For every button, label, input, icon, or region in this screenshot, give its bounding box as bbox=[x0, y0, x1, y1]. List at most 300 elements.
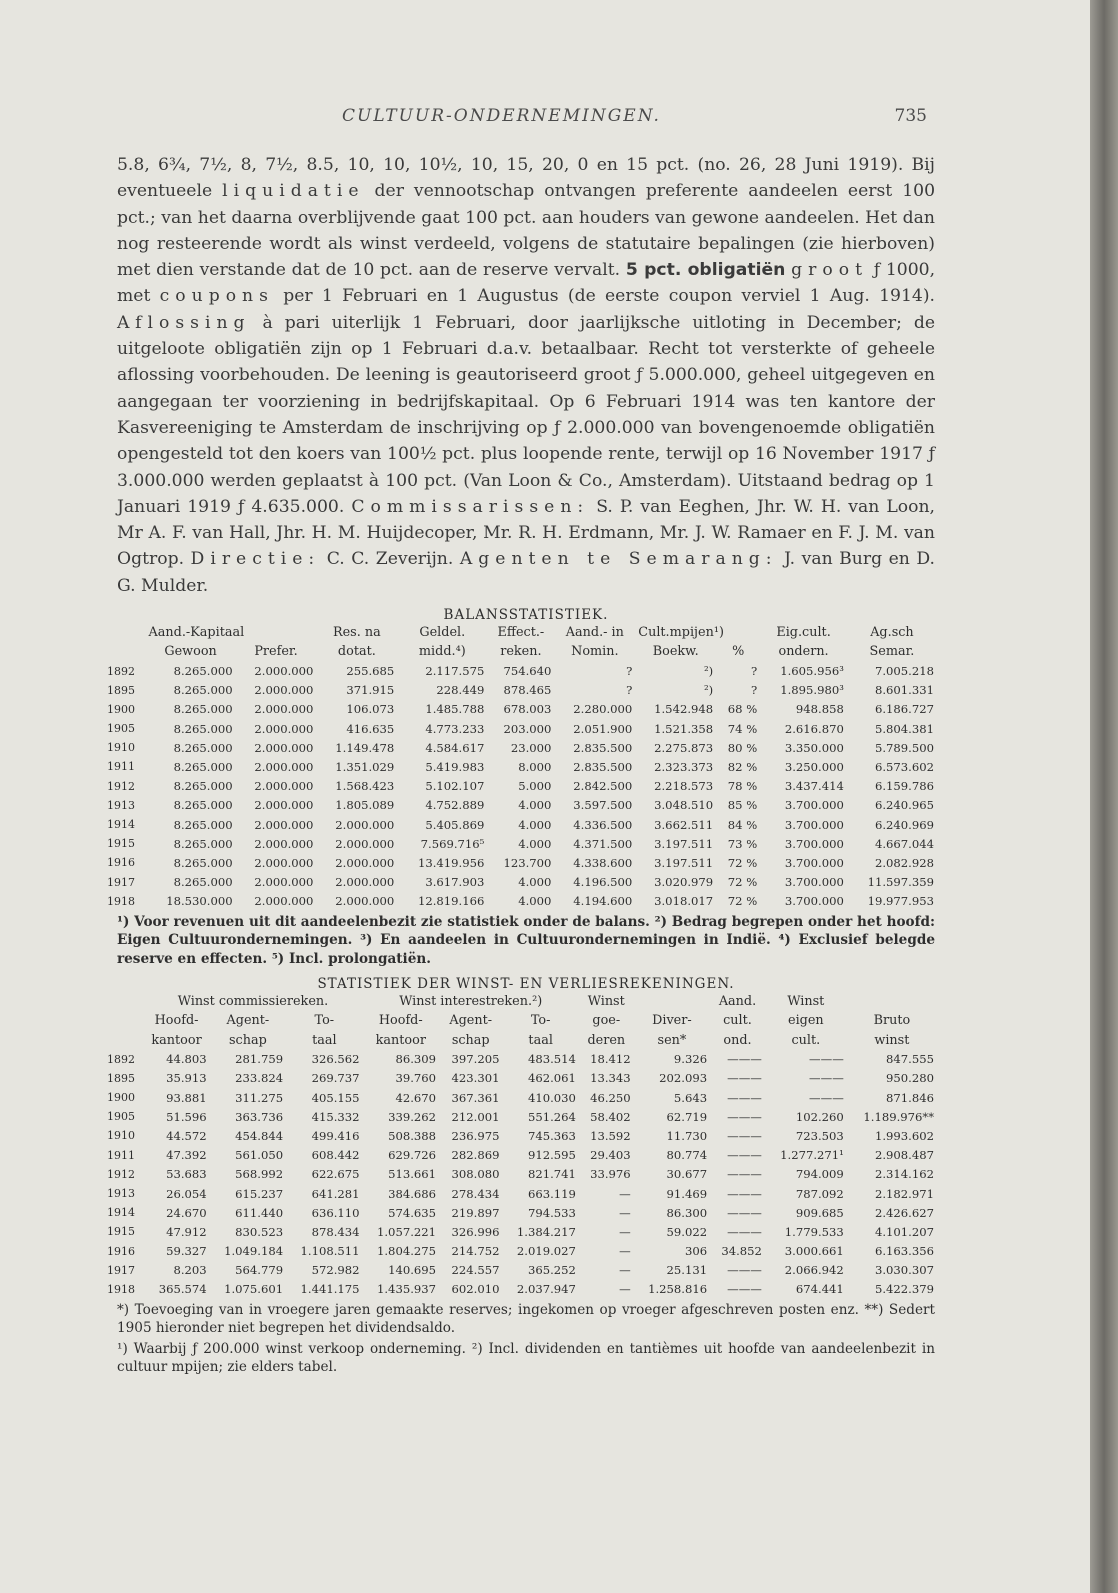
table-cell: 454.844 bbox=[235, 1128, 284, 1143]
year-cell: 1912 bbox=[107, 1167, 135, 1181]
dividend-text: 5.8, 6¾, 7½, 8, 7½, 8.5, 10, 10, 10½, 10, 15, 20, 0 en 15 pct. (no. 26, 28 Juni 1919). Bij eventueele bbox=[117, 155, 935, 202]
table-cell: ——— bbox=[809, 1090, 844, 1105]
table-cell: 91.469 bbox=[666, 1186, 708, 1201]
commissarissen-heading: Commissarissen: bbox=[351, 496, 590, 517]
table-cell: 51.596 bbox=[166, 1109, 207, 1124]
table-cell: ——— bbox=[809, 1071, 844, 1086]
table-cell: 410.030 bbox=[527, 1090, 576, 1105]
table-cell: 82 % bbox=[727, 759, 758, 774]
table-cell: 73 % bbox=[727, 836, 758, 851]
table-cell: 86.309 bbox=[395, 1052, 437, 1067]
header-cell: Bruto bbox=[873, 1013, 911, 1029]
year-cell: 1900 bbox=[107, 702, 135, 716]
winst-header-row-2 bbox=[107, 1030, 937, 1049]
table-cell: 2.082.928 bbox=[874, 855, 934, 870]
table-cell: 236.975 bbox=[451, 1128, 500, 1143]
table-cell: 3.617.903 bbox=[425, 875, 485, 890]
header-cell: Eig.cult. bbox=[776, 625, 831, 641]
table-cell: 5.804.381 bbox=[874, 721, 934, 736]
table-cell: 2.275.873 bbox=[654, 740, 714, 755]
table-cell: 794.533 bbox=[527, 1205, 576, 1220]
table-cell: 24.670 bbox=[166, 1205, 207, 1220]
header-cell: To- bbox=[530, 1013, 551, 1029]
table-cell: 219.897 bbox=[451, 1205, 500, 1220]
table-cell: 416.635 bbox=[346, 721, 395, 736]
table-cell: 371.915 bbox=[346, 683, 395, 698]
table-cell: ——— bbox=[727, 1128, 762, 1143]
table-cell: 2.000.000 bbox=[254, 702, 314, 717]
table-cell: ? bbox=[751, 683, 758, 698]
table-cell: 12.819.166 bbox=[417, 894, 485, 909]
table-cell: 551.264 bbox=[527, 1109, 576, 1124]
table-cell: 2.908.487 bbox=[874, 1148, 934, 1163]
table-cell: 282.869 bbox=[451, 1148, 500, 1163]
table-cell: 8.000 bbox=[518, 759, 552, 774]
table-cell: 214.752 bbox=[451, 1244, 500, 1259]
table-cell: 78 % bbox=[727, 779, 758, 794]
table-cell: 53.683 bbox=[166, 1167, 207, 1182]
table-cell: 2.323.373 bbox=[654, 759, 714, 774]
header-cell: taal bbox=[528, 1032, 553, 1048]
table-cell: 821.741 bbox=[527, 1167, 576, 1182]
header-cell: Aand.- in bbox=[565, 625, 624, 641]
table-cell: 8.203 bbox=[173, 1263, 207, 1278]
table-cell: 306 bbox=[684, 1244, 708, 1259]
table-cell: 405.155 bbox=[311, 1090, 360, 1105]
table-cell: 2.037.947 bbox=[516, 1282, 576, 1297]
profit-loss-table bbox=[107, 992, 937, 1299]
header-cell: kantoor bbox=[151, 1032, 202, 1048]
table-cell: 8.265.000 bbox=[173, 740, 233, 755]
table-row bbox=[107, 815, 937, 834]
table-cell: 636.110 bbox=[311, 1205, 360, 1220]
table-cell: 13.419.956 bbox=[417, 855, 485, 870]
year-cell: 1913 bbox=[107, 798, 135, 812]
table-cell: 1.441.175 bbox=[300, 1282, 360, 1297]
table-cell: 85 % bbox=[727, 798, 758, 813]
table-cell: 1.435.937 bbox=[377, 1282, 437, 1297]
table-cell: 1.384.217 bbox=[516, 1224, 576, 1239]
table-cell: 4.773.233 bbox=[425, 721, 485, 736]
profit-loss-title: STATISTIEK DER WINST- EN VERLIESREKENINGEN. bbox=[317, 976, 735, 993]
profit-loss-footnote-1: *) Toevoeging van in vroegere jaren gemaakte reserves; ingekomen op vroeger afgeschreven posten enz. **) Sedert 1905 hieronder niet begrepen het dividendsaldo. bbox=[117, 1302, 935, 1337]
table-row bbox=[107, 661, 937, 680]
table-cell: 4.101.207 bbox=[874, 1224, 934, 1239]
table-row bbox=[107, 796, 937, 815]
table-cell: 2.000.000 bbox=[254, 779, 314, 794]
table-cell: 5.422.379 bbox=[874, 1282, 934, 1297]
header-cell: schap bbox=[228, 1032, 267, 1048]
table-cell: 5.102.107 bbox=[425, 779, 485, 794]
table-cell: 29.403 bbox=[590, 1148, 631, 1163]
table-row bbox=[107, 757, 937, 776]
table-cell: 384.686 bbox=[388, 1186, 437, 1201]
table-cell: 561.050 bbox=[235, 1148, 284, 1163]
table-cell: 35.913 bbox=[166, 1071, 207, 1086]
table-cell: 8.265.000 bbox=[173, 779, 233, 794]
year-cell: 1911 bbox=[107, 760, 135, 774]
header-cell: % bbox=[732, 644, 745, 660]
header-cell: eigen bbox=[788, 1013, 824, 1029]
header-cell bbox=[107, 1011, 143, 1030]
table-cell: 255.685 bbox=[346, 664, 395, 679]
table-cell: 1.049.184 bbox=[224, 1244, 284, 1259]
table-cell: ——— bbox=[727, 1186, 762, 1201]
table-cell: 2.000.000 bbox=[335, 894, 395, 909]
balance-header-row-2 bbox=[107, 642, 937, 661]
table-cell: 365.574 bbox=[158, 1282, 207, 1297]
table-row bbox=[107, 1261, 937, 1280]
table-cell: 326.996 bbox=[451, 1224, 500, 1239]
table-cell: 787.092 bbox=[795, 1186, 844, 1201]
table-cell: 74 % bbox=[727, 721, 758, 736]
table-cell: 326.562 bbox=[311, 1052, 360, 1067]
table-cell: 2.000.000 bbox=[254, 875, 314, 890]
table-row bbox=[107, 700, 937, 719]
table-cell: 2.000.000 bbox=[254, 664, 314, 679]
table-cell: 3.000.661 bbox=[784, 1244, 844, 1259]
table-cell: 745.363 bbox=[527, 1128, 576, 1143]
table-cell: 1.108.511 bbox=[300, 1244, 360, 1259]
agenten-heading: Agenten te Semarang: bbox=[459, 549, 778, 570]
header-cell: Hoofd- bbox=[378, 1013, 423, 1029]
table-cell: — bbox=[619, 1186, 631, 1201]
year-cell: 1910 bbox=[107, 741, 135, 755]
table-row bbox=[107, 1280, 937, 1299]
table-cell: ——— bbox=[727, 1071, 762, 1086]
table-cell: 281.759 bbox=[235, 1052, 284, 1067]
table-cell: 3.437.414 bbox=[784, 779, 844, 794]
table-cell: 2.019.027 bbox=[516, 1244, 576, 1259]
liquidatie-heading: liquidatie bbox=[222, 181, 365, 202]
table-cell: ²) bbox=[703, 664, 714, 679]
table-cell: 615.237 bbox=[235, 1186, 284, 1201]
coupon-text: per 1 Februari en 1 Augustus (de eerste coupon verviel 1 Aug. 1914). bbox=[283, 286, 935, 307]
table-cell: ——— bbox=[727, 1167, 762, 1182]
table-row bbox=[107, 681, 937, 700]
header-cell: Winst bbox=[587, 994, 625, 1010]
table-cell: 3.197.511 bbox=[654, 855, 714, 870]
table-cell: 4.584.617 bbox=[425, 740, 485, 755]
table-cell: 1.149.478 bbox=[335, 740, 395, 755]
table-cell: 58.402 bbox=[590, 1109, 631, 1124]
balance-footnote: ¹) Voor revenuen uit dit aandeelenbezit zie statistiek onder de balans. ²) Bedrag begrepen onder het hoofd: Eigen Cultuurondernemingen. ³) En aandeelen in Cultuurondernemingen in Indië. ⁴) Exclusief belegde reserve en effecten. ⁵) Incl. prolongatiën. bbox=[117, 913, 935, 967]
header-cell: cult. bbox=[791, 1032, 821, 1048]
table-cell: 363.736 bbox=[235, 1109, 284, 1124]
table-cell: ——— bbox=[727, 1148, 762, 1163]
table-cell: 2.000.000 bbox=[254, 855, 314, 870]
table-cell: 3.700.000 bbox=[784, 855, 844, 870]
table-cell: 1.485.788 bbox=[425, 702, 485, 717]
year-cell: 1895 bbox=[107, 683, 135, 697]
table-cell: 44.803 bbox=[166, 1052, 207, 1067]
table-cell: 72 % bbox=[727, 894, 758, 909]
year-cell: 1912 bbox=[107, 779, 135, 793]
table-cell: 6.240.969 bbox=[874, 817, 934, 832]
header-cell: Semar. bbox=[869, 644, 915, 660]
table-cell: 80.774 bbox=[666, 1148, 708, 1163]
year-cell: 1918 bbox=[107, 894, 135, 908]
table-cell: 11.730 bbox=[666, 1128, 708, 1143]
header-cell: goe- bbox=[592, 1013, 621, 1029]
table-cell: 1.351.029 bbox=[335, 759, 395, 774]
table-cell: 6.159.786 bbox=[874, 779, 934, 794]
table-cell: 1.805.089 bbox=[335, 798, 395, 813]
table-cell: 62.719 bbox=[666, 1109, 708, 1124]
table-cell: 2.000.000 bbox=[254, 683, 314, 698]
table-cell: 2.218.573 bbox=[654, 779, 714, 794]
table-row bbox=[107, 1107, 937, 1126]
table-cell: 1.804.275 bbox=[377, 1244, 437, 1259]
year-cell: 1895 bbox=[107, 1071, 135, 1085]
header-cell: Res. na bbox=[332, 625, 381, 641]
table-row bbox=[107, 1165, 937, 1184]
header-cell bbox=[107, 623, 146, 642]
header-cell: Geldel. bbox=[419, 625, 466, 641]
table-cell: ——— bbox=[809, 1052, 844, 1067]
table-cell: 311.275 bbox=[235, 1090, 284, 1105]
table-cell: 123.700 bbox=[503, 855, 552, 870]
table-cell: 25.131 bbox=[666, 1263, 708, 1278]
year-cell: 1914 bbox=[107, 818, 135, 832]
table-row bbox=[107, 1050, 937, 1069]
table-cell: 572.982 bbox=[311, 1263, 360, 1278]
table-cell: 33.976 bbox=[590, 1167, 631, 1182]
table-cell: 1.542.948 bbox=[654, 702, 714, 717]
table-cell: 3.197.511 bbox=[654, 836, 714, 851]
table-cell: ——— bbox=[727, 1263, 762, 1278]
header-cell: Hoofd- bbox=[154, 1013, 199, 1029]
table-cell: 7.005.218 bbox=[874, 664, 934, 679]
table-cell: 5.405.869 bbox=[425, 817, 485, 832]
table-cell: 4.752.889 bbox=[425, 798, 485, 813]
table-cell: 948.858 bbox=[795, 702, 844, 717]
table-cell: 462.061 bbox=[527, 1071, 576, 1086]
header-cell: To- bbox=[314, 1013, 335, 1029]
table-cell: 8.265.000 bbox=[173, 721, 233, 736]
table-cell: ——— bbox=[727, 1052, 762, 1067]
table-cell: 1.057.221 bbox=[377, 1224, 437, 1239]
year-cell: 1900 bbox=[107, 1091, 135, 1105]
winst-header-row-0 bbox=[107, 992, 937, 1011]
table-cell: 8.265.000 bbox=[173, 855, 233, 870]
table-cell: 847.555 bbox=[886, 1052, 934, 1067]
table-cell: 2.426.627 bbox=[874, 1205, 934, 1220]
table-cell: 622.675 bbox=[311, 1167, 360, 1182]
running-title: CULTUUR-ONDERNEMINGEN. bbox=[342, 106, 661, 126]
table-cell: 629.726 bbox=[388, 1148, 437, 1163]
profit-loss-table-body bbox=[107, 1050, 937, 1299]
table-cell: 1.779.533 bbox=[784, 1224, 844, 1239]
table-cell: 4.000 bbox=[518, 798, 552, 813]
year-cell: 1905 bbox=[107, 722, 135, 736]
table-cell: 140.695 bbox=[388, 1263, 437, 1278]
directors-text: C. C. Zeverijn. bbox=[326, 549, 454, 570]
table-cell: 950.280 bbox=[886, 1071, 934, 1086]
page-header bbox=[117, 96, 935, 126]
table-cell: ? bbox=[626, 664, 633, 679]
table-cell: 203.000 bbox=[503, 721, 552, 736]
table-cell: 1.189.976** bbox=[863, 1109, 934, 1124]
year-cell: 1913 bbox=[107, 1187, 135, 1201]
header-cell: Agent- bbox=[449, 1013, 493, 1029]
table-cell: 1.993.602 bbox=[874, 1128, 934, 1143]
header-cell: schap bbox=[451, 1032, 490, 1048]
table-cell: 2.000.000 bbox=[254, 836, 314, 851]
table-cell: 2.182.971 bbox=[874, 1186, 934, 1201]
repayment-text: à pari uiterlijk 1 Februari, door jaarlijksche uitloting in December; de uitgeloote obligatiën zijn op 1 Februari d.a.v. betaalbaar. Recht tot versterkte of geheele aflossing voorbehouden. De leening is geautoriseerd groot ƒ 5.000.000, geheel uitgegeven en aangegaan ter voorziening in bedrijfskapitaal. Op 6 Februari 1914 was ten kantore der Kasvereeniging te Amsterdam de inschrijving op ƒ 2.000.000 van bovengenoemde obligatiën opengesteld tot den koers van 100½ pct. plus loopende rente, terwijl op 16 November 1917 ƒ 3.000.000 werden geplaatst à 100 pct. (Van Loon & Co., Amsterdam). Uitstaand bedrag op 1 Januari 1919 ƒ 4.635.000. bbox=[117, 312, 936, 517]
table-cell: 674.441 bbox=[795, 1282, 844, 1297]
table-cell: 1.605.956³ bbox=[780, 664, 844, 679]
header-cell: reken. bbox=[500, 644, 542, 660]
table-row bbox=[107, 1203, 937, 1222]
table-cell: 2.835.500 bbox=[573, 740, 633, 755]
table-cell: 26.054 bbox=[166, 1186, 207, 1201]
table-cell: 202.093 bbox=[659, 1071, 708, 1086]
table-cell: 4.336.500 bbox=[573, 817, 633, 832]
header-cell: Diver- bbox=[652, 1013, 692, 1029]
table-cell: 830.523 bbox=[235, 1224, 284, 1239]
table-cell: 4.196.500 bbox=[573, 875, 633, 890]
table-cell: 1.075.601 bbox=[224, 1282, 284, 1297]
table-cell: 3.048.510 bbox=[654, 798, 714, 813]
table-cell: 423.301 bbox=[451, 1071, 500, 1086]
table-cell: 44.572 bbox=[166, 1128, 207, 1143]
table-cell: 47.912 bbox=[166, 1224, 207, 1239]
table-cell: 415.332 bbox=[311, 1109, 360, 1124]
header-cell: Winst bbox=[787, 994, 825, 1010]
table-cell: 72 % bbox=[727, 875, 758, 890]
table-cell: 2.835.500 bbox=[573, 759, 633, 774]
year-cell: 1905 bbox=[107, 1110, 135, 1124]
table-cell: 42.670 bbox=[395, 1090, 437, 1105]
table-cell: 3.700.000 bbox=[784, 817, 844, 832]
table-cell: 34.852 bbox=[721, 1244, 762, 1259]
table-cell: 2.000.000 bbox=[254, 817, 314, 832]
table-cell: 678.003 bbox=[503, 702, 552, 717]
table-cell: — bbox=[619, 1205, 631, 1220]
balance-header-row-1 bbox=[107, 623, 937, 642]
table-row bbox=[107, 1146, 937, 1165]
table-cell: 13.592 bbox=[590, 1128, 631, 1143]
table-cell: 72 % bbox=[727, 855, 758, 870]
header-cell: Aand. bbox=[718, 994, 757, 1010]
table-cell: 8.265.000 bbox=[173, 875, 233, 890]
table-cell: 80 % bbox=[727, 740, 758, 755]
page-number: 735 bbox=[894, 106, 927, 126]
table-cell: 8.265.000 bbox=[173, 664, 233, 679]
table-cell: 39.760 bbox=[395, 1071, 437, 1086]
table-cell: 397.205 bbox=[451, 1052, 500, 1067]
table-cell: 3.250.000 bbox=[784, 759, 844, 774]
header-cell: midd.⁴) bbox=[418, 644, 466, 660]
table-cell: 3.662.511 bbox=[654, 817, 714, 832]
table-cell: 4.667.044 bbox=[874, 836, 934, 851]
table-row bbox=[107, 892, 937, 911]
header-cell: Boekw. bbox=[652, 644, 699, 660]
table-cell: 611.440 bbox=[235, 1205, 284, 1220]
table-cell: 2.000.000 bbox=[254, 798, 314, 813]
table-cell: 2.616.870 bbox=[784, 721, 844, 736]
table-cell: 2.000.000 bbox=[254, 721, 314, 736]
winst-header-row-1 bbox=[107, 1011, 937, 1030]
header-cell bbox=[107, 992, 143, 1011]
table-cell: 18.412 bbox=[590, 1052, 631, 1067]
table-cell: 641.281 bbox=[311, 1186, 360, 1201]
table-cell: 8.265.000 bbox=[173, 817, 233, 832]
table-cell: 367.361 bbox=[451, 1090, 500, 1105]
table-cell: 912.595 bbox=[527, 1148, 576, 1163]
table-cell: 574.635 bbox=[388, 1205, 437, 1220]
table-cell: 4.194.600 bbox=[573, 894, 633, 909]
table-cell: 499.416 bbox=[311, 1128, 360, 1143]
header-cell bbox=[634, 992, 710, 1011]
table-cell: 2.000.000 bbox=[335, 817, 395, 832]
table-cell: 278.434 bbox=[451, 1186, 500, 1201]
coupons-label: coupons bbox=[159, 286, 274, 307]
table-cell: 6.163.356 bbox=[874, 1244, 934, 1259]
table-cell: 2.000.000 bbox=[254, 740, 314, 755]
table-cell: 2.842.500 bbox=[573, 779, 633, 794]
header-cell: dotat. bbox=[337, 644, 376, 660]
header-cell: Winst interestreken.²) bbox=[399, 994, 543, 1010]
header-cell: winst bbox=[874, 1032, 910, 1048]
table-cell: 8.265.000 bbox=[173, 836, 233, 851]
table-row bbox=[107, 834, 937, 853]
table-cell: ——— bbox=[727, 1282, 762, 1297]
balance-table-body bbox=[107, 661, 937, 910]
year-cell: 1917 bbox=[107, 875, 135, 889]
header-cell bbox=[107, 642, 146, 661]
table-cell: 4.338.600 bbox=[573, 855, 633, 870]
header-cell: deren bbox=[587, 1032, 626, 1048]
table-cell: 6.240.965 bbox=[874, 798, 934, 813]
header-cell: taal bbox=[312, 1032, 337, 1048]
table-cell: 3.700.000 bbox=[784, 894, 844, 909]
table-cell: 4.371.500 bbox=[573, 836, 633, 851]
groot-label: groot bbox=[791, 260, 868, 281]
table-cell: 2.000.000 bbox=[335, 875, 395, 890]
table-cell: 2.314.162 bbox=[874, 1167, 934, 1182]
header-cell: ondern. bbox=[778, 644, 829, 660]
table-cell: 59.327 bbox=[166, 1244, 207, 1259]
year-cell: 1914 bbox=[107, 1206, 135, 1220]
table-cell: ²) bbox=[703, 683, 714, 698]
table-cell: 228.449 bbox=[436, 683, 485, 698]
table-cell: 6.186.727 bbox=[874, 702, 934, 717]
table-cell: 106.073 bbox=[346, 702, 395, 717]
table-cell: 339.262 bbox=[388, 1109, 437, 1124]
table-cell: 4.000 bbox=[518, 817, 552, 832]
table-cell: 59.022 bbox=[666, 1224, 708, 1239]
year-cell: 1916 bbox=[107, 856, 135, 870]
table-cell: 794.009 bbox=[795, 1167, 844, 1182]
year-cell: 1892 bbox=[107, 664, 135, 678]
table-cell: 878.434 bbox=[311, 1224, 360, 1239]
table-cell: 483.514 bbox=[527, 1052, 576, 1067]
table-cell: 18.530.000 bbox=[166, 894, 233, 909]
table-row bbox=[107, 1088, 937, 1107]
table-row bbox=[107, 1242, 937, 1261]
table-cell: 508.388 bbox=[388, 1128, 437, 1143]
table-row bbox=[107, 1222, 937, 1241]
balance-statistics-title: BALANSSTATISTIEK. bbox=[443, 607, 609, 624]
year-cell: 1915 bbox=[107, 837, 135, 851]
table-cell: 5.419.983 bbox=[425, 759, 485, 774]
year-cell: 1911 bbox=[107, 1148, 135, 1162]
header-cell: Nomin. bbox=[571, 644, 619, 660]
table-cell: 269.737 bbox=[311, 1071, 360, 1086]
